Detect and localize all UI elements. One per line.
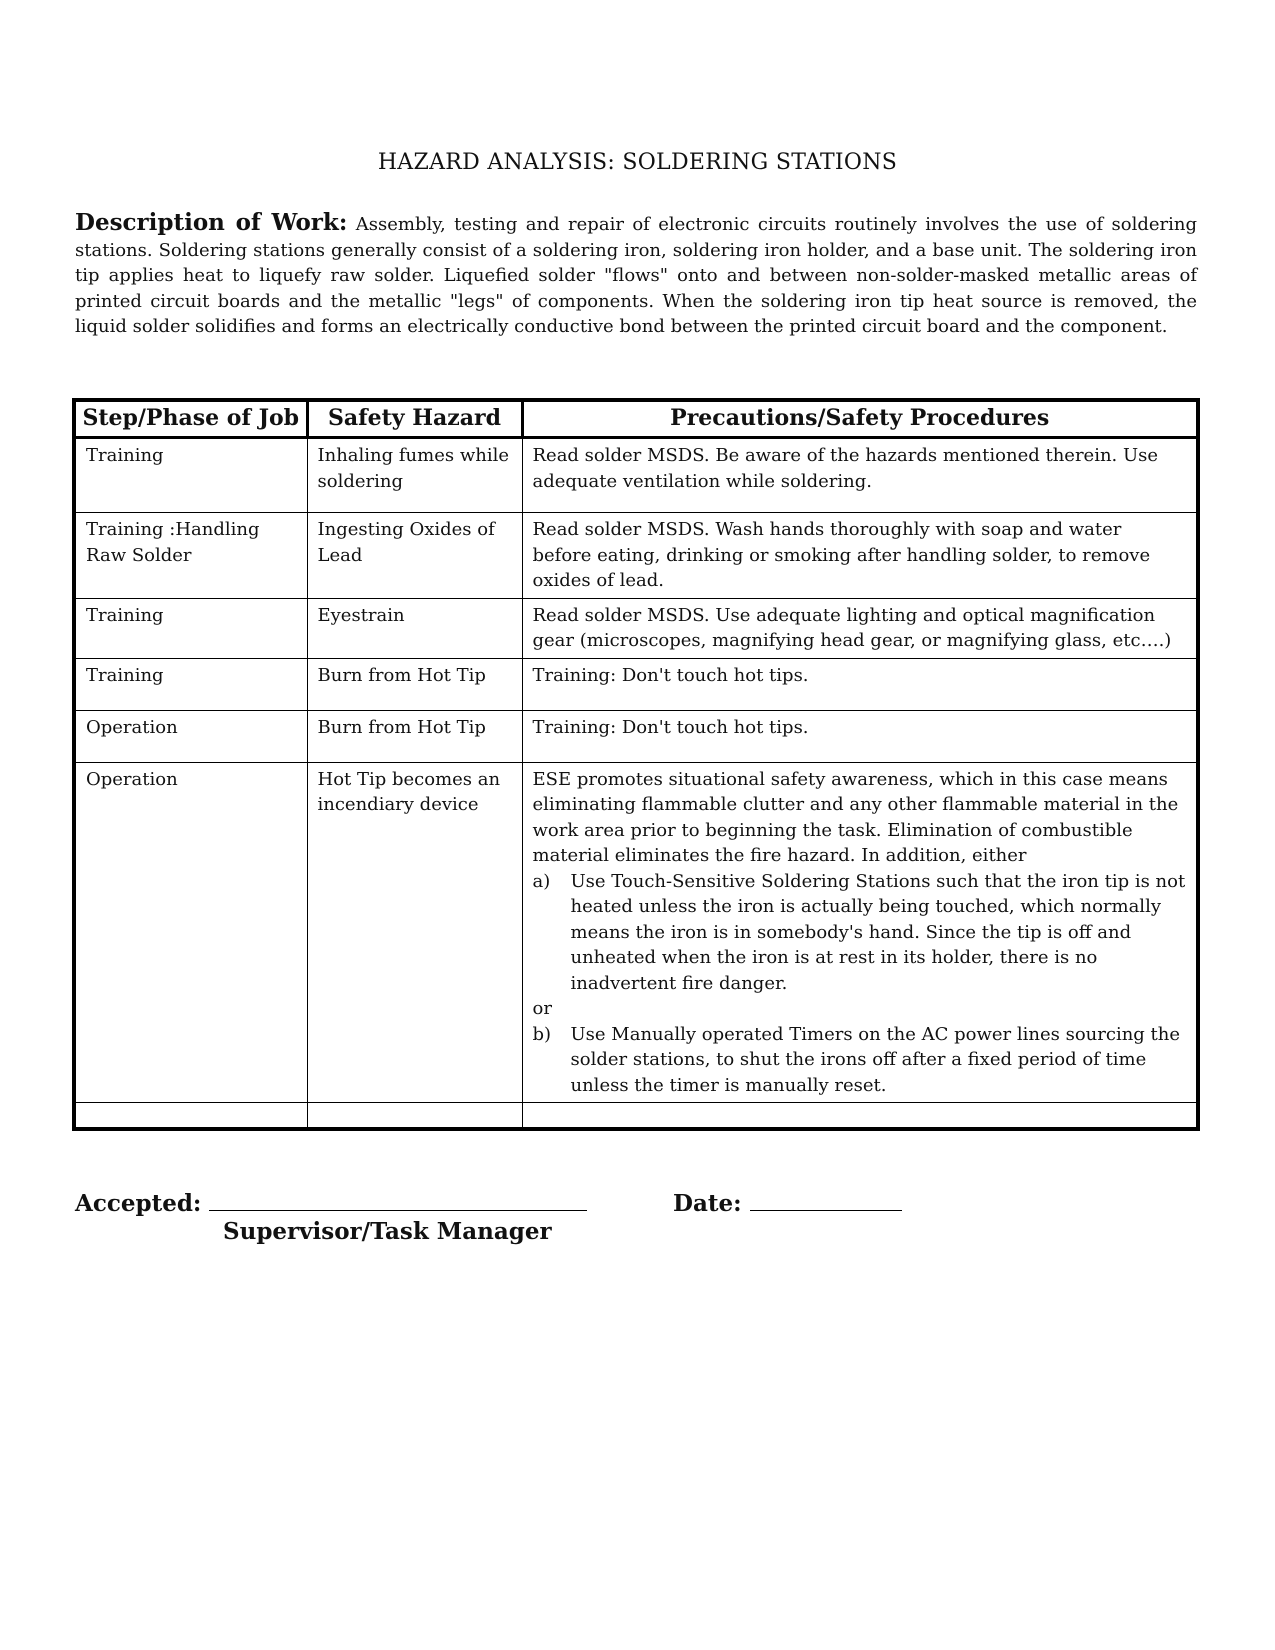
- cell-step: Training :Handling Raw Solder: [74, 513, 307, 599]
- cell-step: Training: [74, 598, 307, 658]
- header-step: Step/Phase of Job: [74, 400, 307, 438]
- header-precautions: Precautions/Safety Procedures: [522, 400, 1198, 438]
- cell-precaution: Read solder MSDS. Use adequate lighting and optical magnification gear (microscopes, magnifying head gear, or magnifying glass, etc….): [522, 598, 1198, 658]
- cell-hazard: Hot Tip becomes an incendiary device: [307, 762, 522, 1103]
- table-row: [74, 710, 1198, 762]
- date-field: [673, 1188, 902, 1217]
- table-row: [74, 658, 1198, 710]
- document-title: HAZARD ANALYSIS: SOLDERING STATIONS: [377, 150, 898, 175]
- header-hazard: Safety Hazard: [307, 400, 522, 438]
- cell-precaution: Read solder MSDS. Be aware of the hazards mentioned therein. Use adequate ventilation while soldering.: [522, 438, 1198, 513]
- cell-step: Operation: [74, 762, 307, 1103]
- table-header-row: [74, 400, 1198, 438]
- cell-step: Operation: [74, 710, 307, 762]
- cell-hazard: Inhaling fumes while soldering: [307, 438, 522, 513]
- date-label: Date:: [673, 1190, 742, 1217]
- accepted-label: Accepted:: [75, 1190, 202, 1217]
- cell-hazard: Ingesting Oxides of Lead: [307, 513, 522, 599]
- cell-hazard: Burn from Hot Tip: [307, 710, 522, 762]
- or-word: or: [532, 998, 552, 1019]
- cell-empty: [307, 1103, 522, 1129]
- precaution-intro: ESE promotes situational safety awareness, which in this case means eliminating flammable clutter and any other flammable material in the work area prior to beginning the task. Elimination of combustible material eliminates the fire hazard. In addition, either: [532, 768, 1179, 866]
- cell-hazard: Eyestrain: [307, 598, 522, 658]
- option-a-marker: a): [532, 870, 551, 892]
- date-line: [750, 1188, 902, 1211]
- cell-hazard: Burn from Hot Tip: [307, 658, 522, 710]
- cell-empty: [522, 1103, 1198, 1129]
- signature-role: Supervisor/Task Manager: [223, 1218, 552, 1245]
- description-label: Description of Work:: [75, 209, 348, 236]
- cell-step: Training: [74, 658, 307, 710]
- hazard-analysis-table: [72, 398, 1200, 1131]
- description-text: Assembly, testing and repair of electronic circuits routinely involves the use of soldering stations. Soldering stations generally consist of a soldering iron, soldering iron holder, and a base unit. The soldering iron tip applies heat to liquefy raw solder. Liquefied solder "flows" onto and between non-solder-masked metallic areas of printed circuit boards and the metallic "legs" of components. When the soldering iron tip heat source is removed, the liquid solder solidifies and forms an electrically conductive bond between the printed circuit board and the component.: [75, 214, 1197, 337]
- table-row: [74, 598, 1198, 658]
- cell-precaution: [522, 762, 1198, 1103]
- precaution-option-a: [533, 869, 1187, 997]
- cell-precaution: Training: Don't touch hot tips.: [522, 658, 1198, 710]
- cell-precaution: Training: Don't touch hot tips.: [522, 710, 1198, 762]
- accepted-field: [75, 1188, 587, 1217]
- table-row: [74, 762, 1198, 1103]
- precaution-option-b: [533, 1022, 1187, 1099]
- option-b-marker: b): [532, 1023, 552, 1045]
- cell-precaution: Read solder MSDS. Wash hands thoroughly with soap and water before eating, drinking or smoking after handling solder, to remove oxides of lead.: [522, 513, 1198, 599]
- description-of-work: [75, 210, 1197, 340]
- table-row-empty: [74, 1103, 1198, 1129]
- cell-empty: [74, 1103, 307, 1129]
- table-row: [74, 513, 1198, 599]
- accepted-signature-line: [209, 1188, 587, 1211]
- option-b-text: Use Manually operated Timers on the AC power lines sourcing the solder stations, to shut the irons off after a fixed period of time unless the timer is manually reset.: [570, 1023, 1181, 1096]
- precaution-options-b: [533, 1022, 1187, 1099]
- precaution-options: [533, 869, 1187, 997]
- option-a-text: Use Touch-Sensitive Soldering Stations such that the iron tip is not heated unless the iron is actually being touched, which normally means the iron is in somebody's hand. Since the tip is off and unheated when the iron is at rest in its holder, there is no inadvertent fire danger.: [570, 870, 1186, 994]
- cell-step: Training: [74, 438, 307, 513]
- table-row: [74, 438, 1198, 513]
